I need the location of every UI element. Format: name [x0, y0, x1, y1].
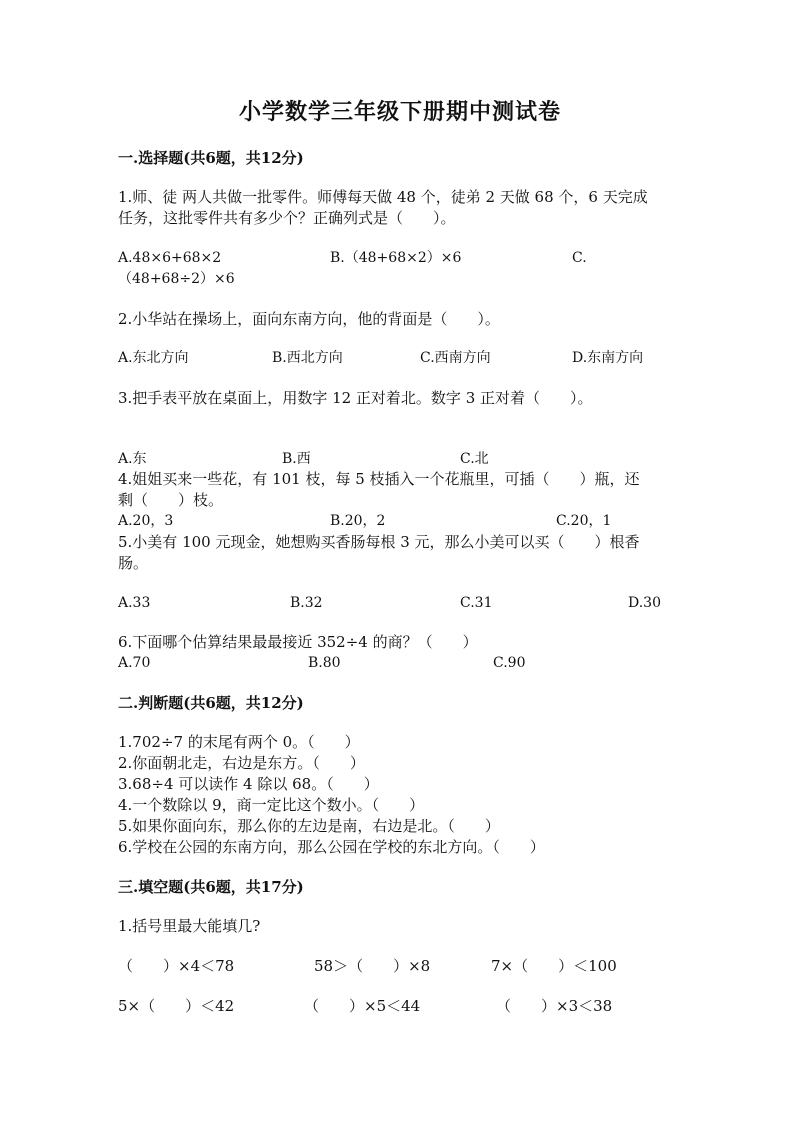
question-6-option-b: B.80	[308, 655, 341, 671]
judgment-item-4: 4.一个数除以 9，商一定比这个数小。（ ）	[118, 796, 425, 814]
question-1-option-b: B.（48+68×2）×6	[330, 250, 462, 266]
question-5-line-1: 5.小美有 100 元现金，她想购买香肠每根 3 元，那么小美可以买（ ）根香	[118, 533, 640, 551]
question-4-line-2: 剩（ ）枝。	[118, 491, 224, 509]
question-3: 3.把手表平放在桌面上，用数字 12 正对着北。数字 3 正对着（ ）。	[118, 389, 593, 407]
fill-in-expression: （ ）×5＜44	[304, 997, 421, 1015]
fill-in-expression: 58＞（ ）×8	[314, 957, 431, 975]
question-3-option-c: C.北	[460, 451, 489, 467]
fill-in-expression: 5×（ ）＜42	[118, 997, 235, 1015]
question-6-option-a: A.70	[118, 655, 151, 671]
question-2-option-c: C.西南方向	[420, 350, 491, 366]
question-5-option-d: D.30	[628, 595, 661, 611]
question-5-line-2: 肠。	[118, 554, 149, 572]
fill-in-expression: （ ）×3＜38	[496, 997, 613, 1015]
question-2-option-a: A.东北方向	[118, 350, 189, 366]
question-1-option-a: A.48×6+68×2	[118, 250, 222, 266]
question-3-option-b: B.西	[282, 451, 311, 467]
question-4-option-a: A.20，3	[118, 513, 174, 529]
judgment-item-6: 6.学校在公园的东南方向，那么公园在学校的东北方向。（ ）	[118, 838, 545, 856]
fill-in-question-1: 1.括号里最大能填几?	[118, 917, 261, 935]
question-2: 2.小华站在操场上，面向东南方向，他的背面是（ ）。	[118, 310, 500, 328]
question-1-option-c-content: （48+68÷2）×6	[118, 271, 235, 287]
question-5-option-b: B.32	[290, 595, 323, 611]
question-4-line-1: 4.姐姐买来一些花，有 101 枝，每 5 枝插入一个花瓶里，可插（ ）瓶，还	[118, 470, 640, 488]
question-4-option-b: B.20，2	[330, 513, 386, 529]
judgment-item-1: 1.702÷7 的末尾有两个 0。（ ）	[118, 733, 360, 751]
question-1-line-2: 任务，这批零件共有多少个？正确列式是（ ）。	[118, 209, 456, 227]
question-1-option-c: C.	[572, 250, 587, 266]
question-6-option-c: C.90	[493, 655, 526, 671]
question-1-line-1: 1.师、徒 两人共做一批零件。师傅每天做 48 个，徒弟 2 天做 68 个，6 天完成	[118, 188, 648, 206]
section-heading-fill-in: 三.填空题(共6题，共17分)	[118, 878, 304, 896]
judgment-item-3: 3.68÷4 可以读作 4 除以 68。（ ）	[118, 775, 379, 793]
fill-in-expression: 7×（ ）＜100	[491, 957, 617, 975]
judgment-item-5: 5.如果你面向东，那么你的左边是南，右边是北。（ ）	[118, 817, 500, 835]
question-5-option-a: A.33	[118, 595, 151, 611]
question-2-option-b: B.西北方向	[272, 350, 343, 366]
fill-in-expression: （ ）×4＜78	[118, 957, 235, 975]
question-3-option-a: A.东	[118, 451, 147, 467]
question-6: 6.下面哪个估算结果最最接近 352÷4 的商？（ ）	[118, 633, 478, 651]
judgment-item-2: 2.你面朝北走，右边是东方。（ ）	[118, 754, 365, 772]
section-heading-choice: 一.选择题(共6题，共12分)	[118, 149, 304, 167]
question-5-option-c: C.31	[460, 595, 493, 611]
page-title: 小学数学三年级下册期中测试卷	[238, 99, 561, 125]
question-2-option-d: D.东南方向	[572, 350, 644, 366]
question-4-option-c: C.20，1	[556, 513, 612, 529]
section-heading-judgment: 二.判断题(共6题，共12分)	[118, 694, 304, 712]
